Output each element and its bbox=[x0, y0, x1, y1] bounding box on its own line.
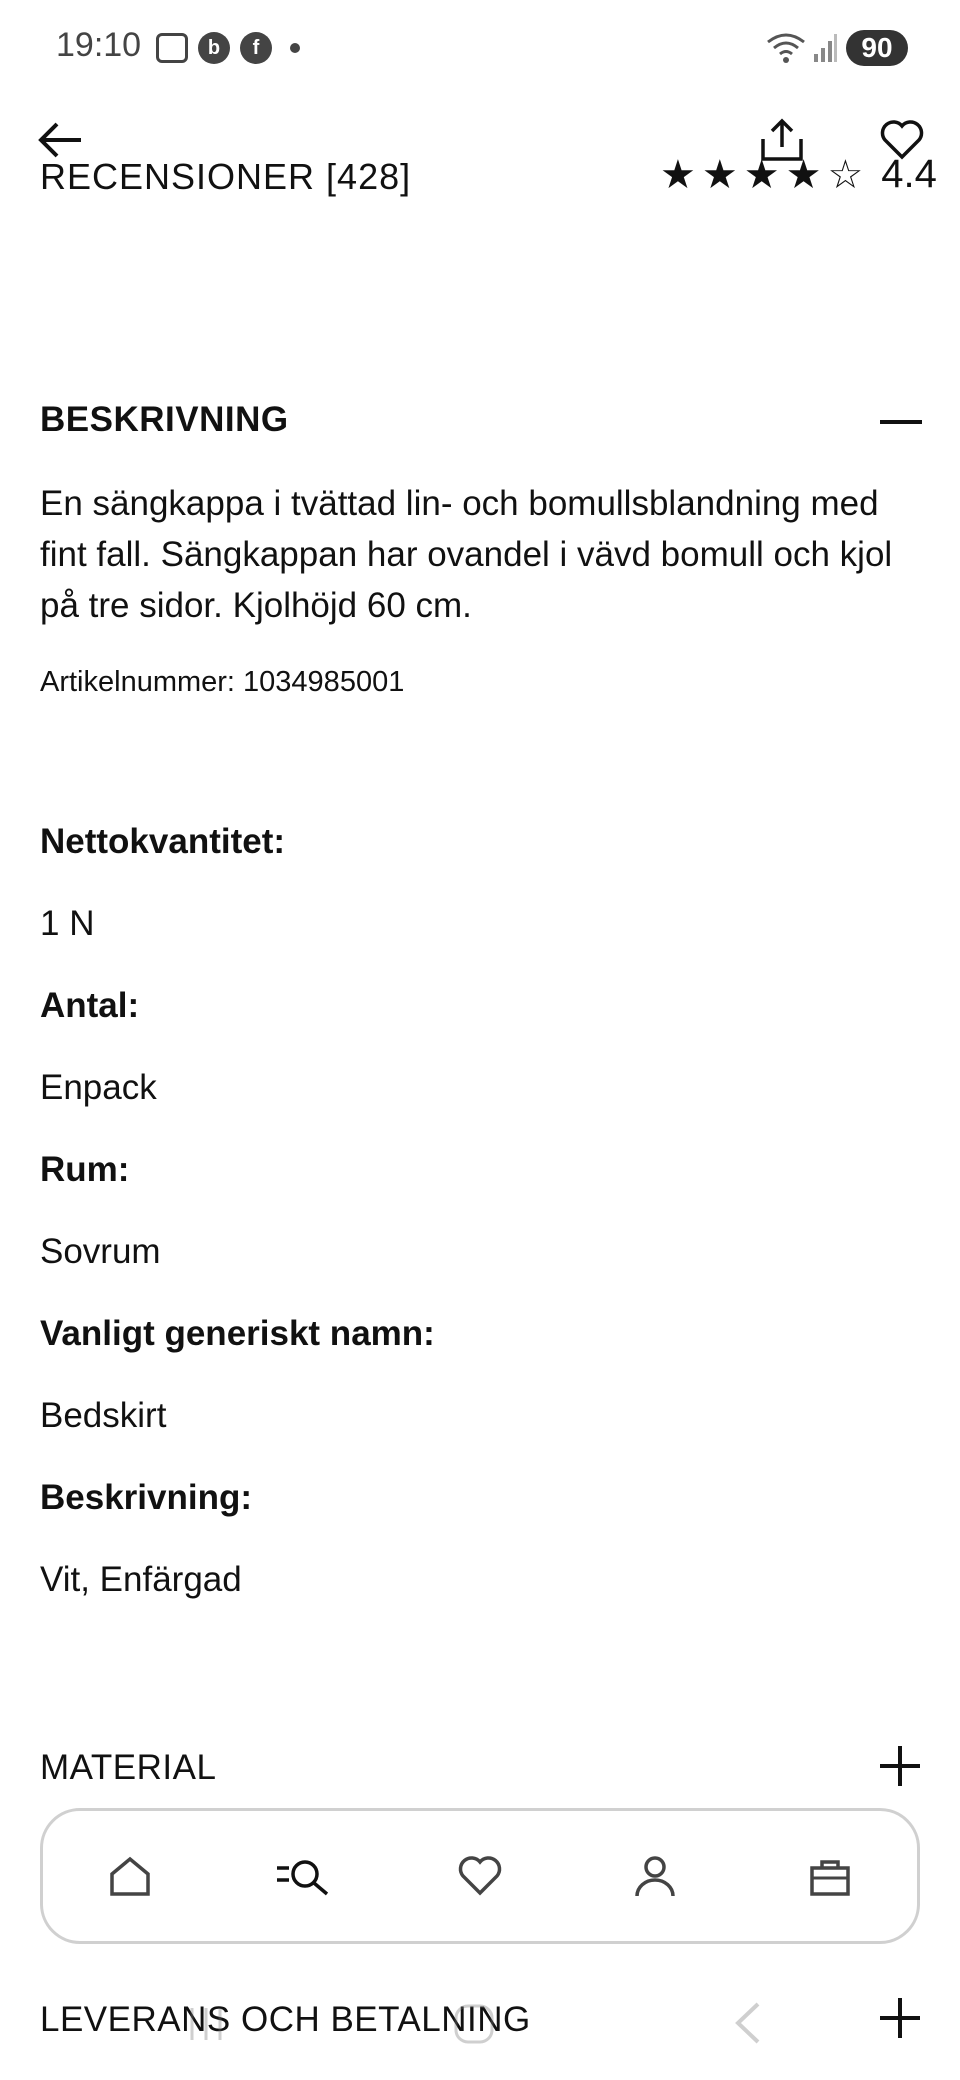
nav-account[interactable] bbox=[610, 1831, 700, 1921]
description-text: En sängkappa i tvättad lin- och bomullsblandning med fint fall. Sängkappan har ovandel i vävd bomull och kjol på tre sidor. Kjolhöjd 60 cm. bbox=[40, 484, 893, 625]
nav-bag[interactable] bbox=[785, 1831, 875, 1921]
nav-home[interactable] bbox=[85, 1831, 175, 1921]
plus-icon bbox=[878, 1744, 922, 1788]
star-icon: ★ bbox=[785, 153, 822, 197]
material-section-title[interactable]: MATERIAL bbox=[40, 1748, 217, 1787]
property-label: Rum: bbox=[40, 1150, 130, 1189]
facebook-icon: f bbox=[240, 32, 272, 64]
home-icon bbox=[108, 1854, 152, 1898]
account-icon bbox=[633, 1854, 677, 1898]
arrow-left-icon bbox=[37, 120, 83, 160]
property-value: Bedskirt bbox=[40, 1396, 167, 1435]
search-icon bbox=[275, 1854, 335, 1898]
property-value: Enpack bbox=[40, 1068, 157, 1107]
property-label: Nettokvantitet: bbox=[40, 822, 286, 861]
collapse-icon[interactable] bbox=[880, 420, 922, 424]
recent-apps-icon[interactable] bbox=[186, 2004, 226, 2049]
bottom-navigation bbox=[40, 1808, 920, 1944]
more-notifications-icon bbox=[290, 43, 300, 53]
status-time: 19:10 bbox=[56, 26, 142, 64]
nav-favorites[interactable] bbox=[435, 1831, 525, 1921]
star-half-icon: ☆ bbox=[827, 153, 864, 197]
rating-value: 4.4 bbox=[881, 152, 937, 196]
battery-indicator: 90 bbox=[846, 30, 908, 66]
property-value: 1 N bbox=[40, 904, 95, 943]
heart-icon bbox=[458, 1856, 502, 1896]
property-value: Sovrum bbox=[40, 1232, 161, 1271]
screenshot-icon bbox=[156, 33, 188, 63]
property-value: Vit, Enfärgad bbox=[40, 1560, 242, 1599]
expand-delivery-button[interactable] bbox=[878, 1996, 922, 2045]
signal-icon bbox=[812, 32, 838, 69]
nav-search[interactable] bbox=[260, 1831, 350, 1921]
article-number: Artikelnummer: 1034985001 bbox=[40, 666, 405, 698]
plus-icon bbox=[878, 1996, 922, 2040]
star-icon: ★ bbox=[701, 153, 738, 197]
reviews-label: RECENSIONER [428] bbox=[40, 156, 412, 197]
star-icon: ★ bbox=[743, 153, 780, 197]
b-app-icon: b bbox=[198, 32, 230, 64]
bag-icon bbox=[808, 1854, 852, 1898]
status-notification-icons bbox=[156, 32, 300, 64]
home-system-icon[interactable] bbox=[452, 2002, 496, 2051]
back-system-icon[interactable] bbox=[732, 2000, 762, 2051]
delivery-section-title[interactable]: LEVERANS OCH BETALNING bbox=[40, 2000, 531, 2039]
star-icon: ★ bbox=[660, 153, 696, 197]
wifi-icon bbox=[766, 30, 806, 69]
expand-material-button[interactable] bbox=[878, 1744, 922, 1793]
rating-stars bbox=[660, 152, 937, 198]
reviews-row[interactable] bbox=[0, 152, 960, 212]
property-label: Vanligt generiskt namn: bbox=[40, 1314, 435, 1353]
property-label: Antal: bbox=[40, 986, 140, 1025]
description-section-title[interactable]: BESKRIVNING bbox=[40, 400, 289, 439]
property-label: Beskrivning: bbox=[40, 1478, 252, 1517]
